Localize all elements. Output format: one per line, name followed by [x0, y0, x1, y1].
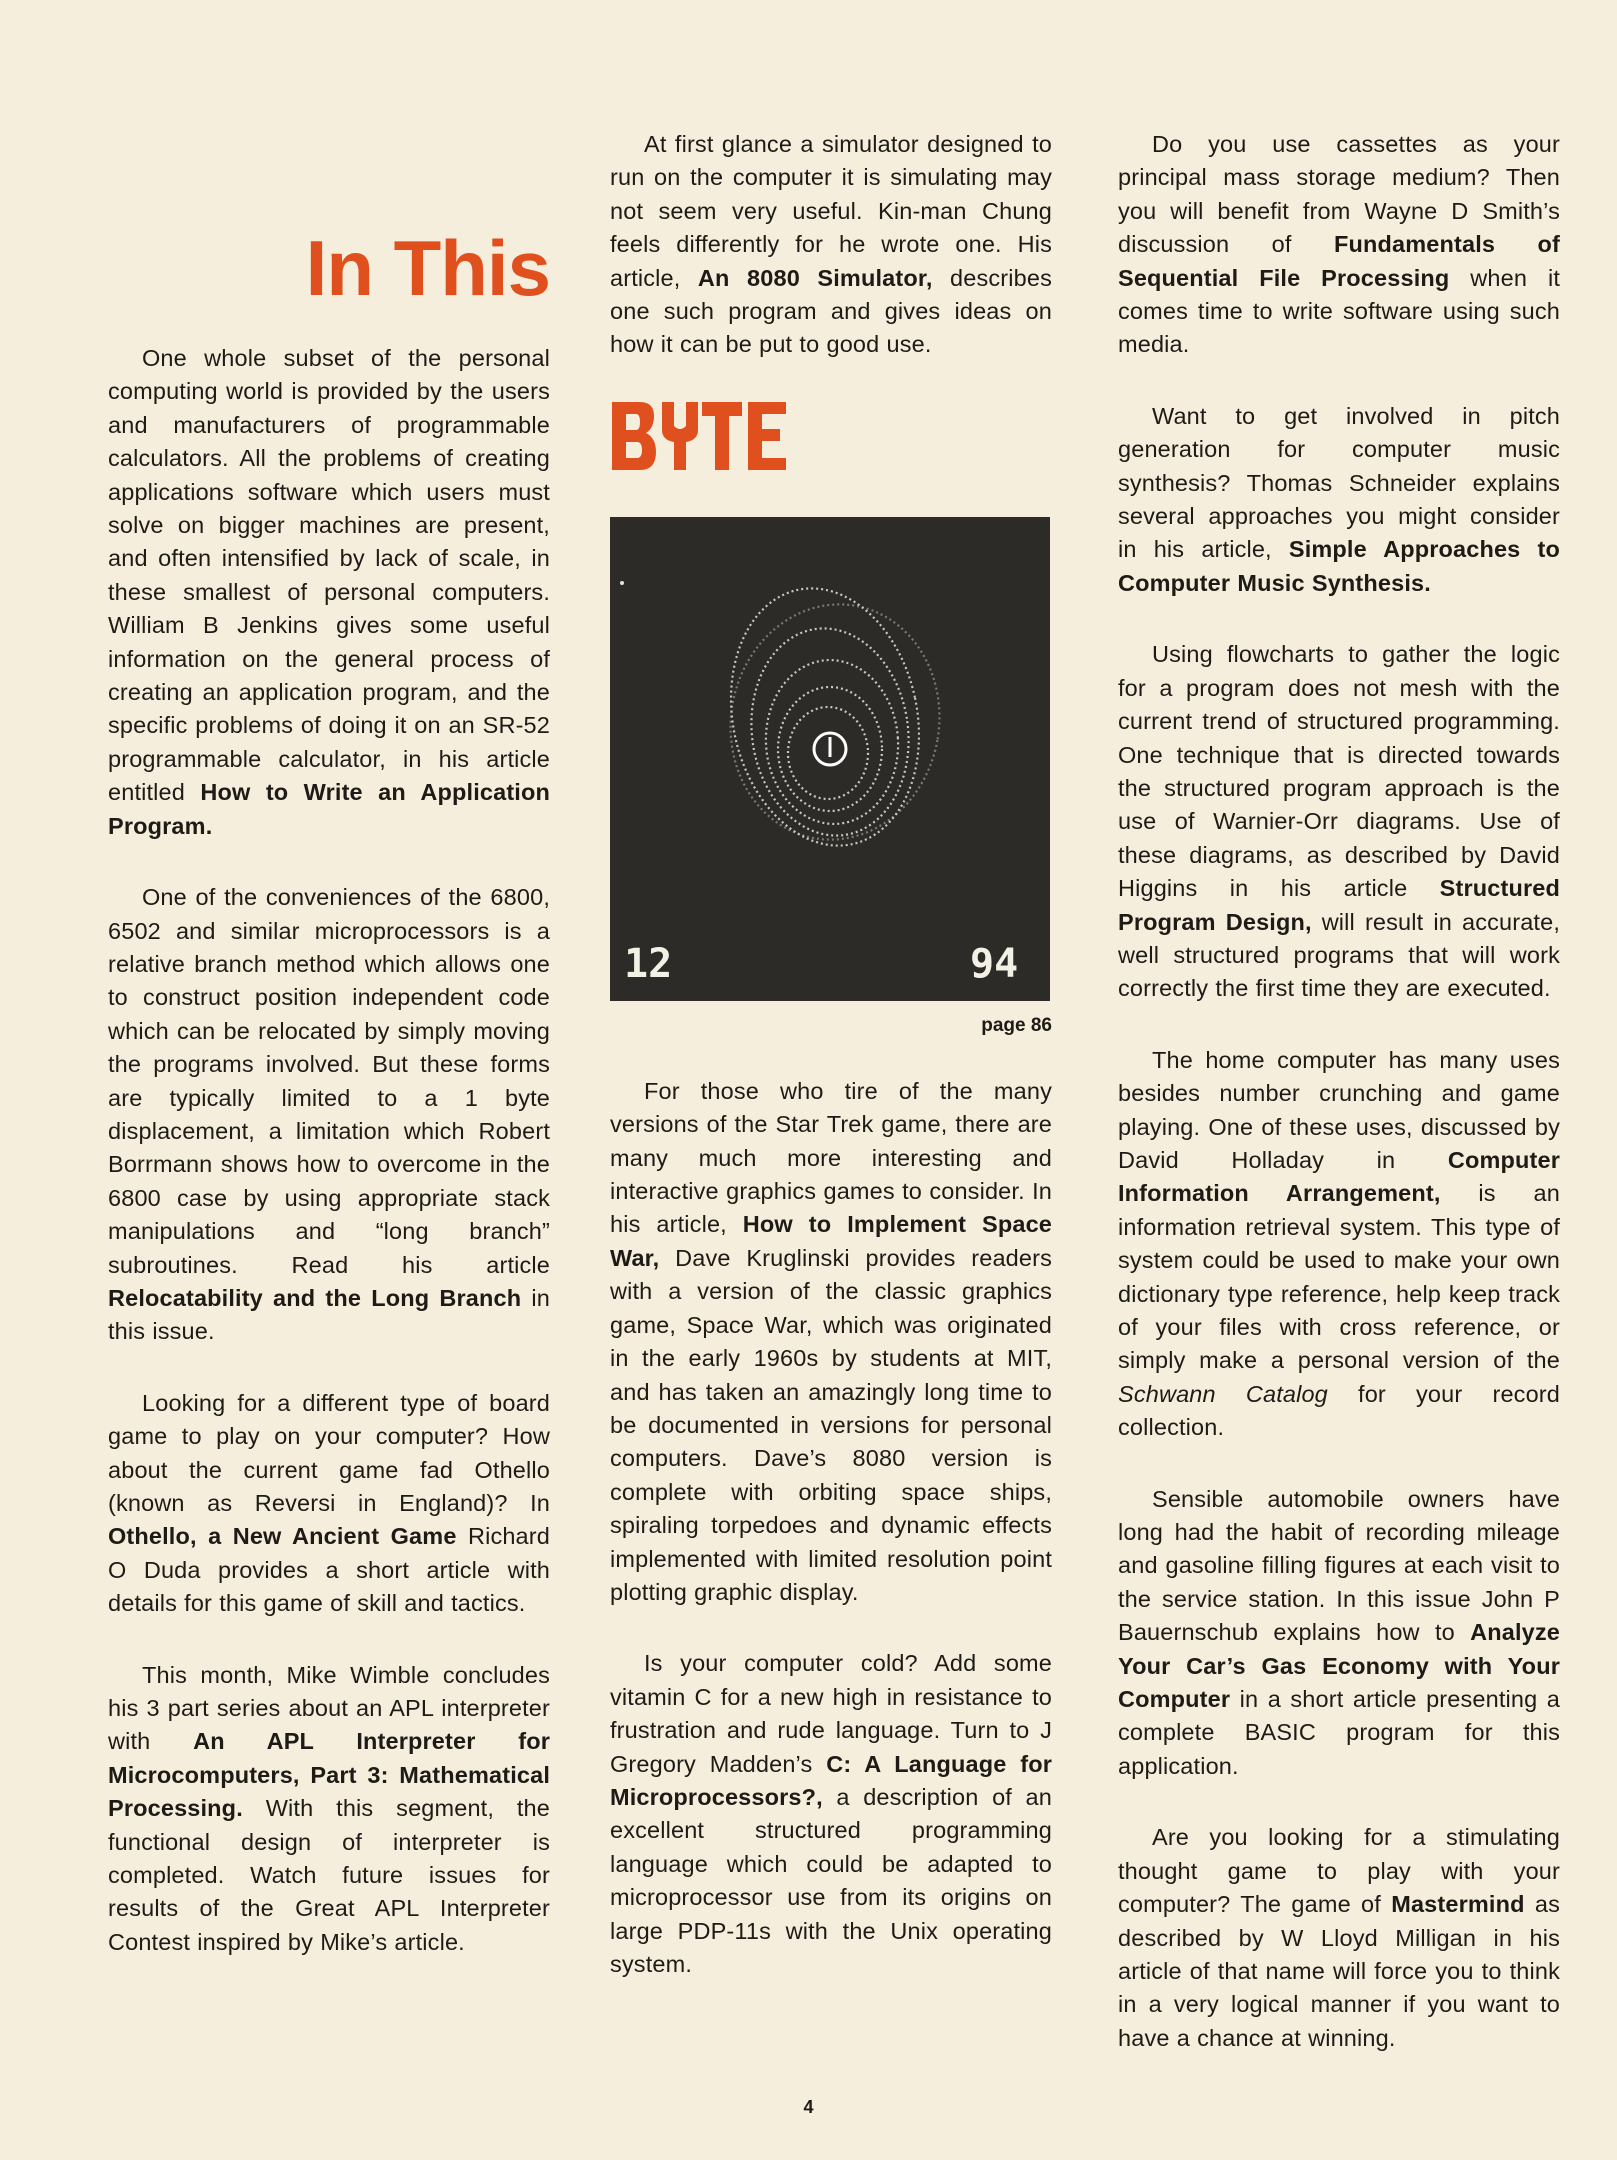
body-text: Want to get involved in pitch generation for computer music synthesis? Thomas Schneider explains several approaches you might consider in his article, [1118, 402, 1560, 563]
article-title: Analyze Your Car’s Gas Economy with Your Computer [1118, 1619, 1560, 1713]
body-text: is an information retrieval system. This type of system could be used to make your own dictionary type reference, help keep track of your files with cross reference, or simply make a personal version of the [1118, 1180, 1560, 1374]
body-text: Dave Kruglinski provides readers with a version of the classic graphics game, Space War, which was originated in the early 1960s by students at MIT, and has taken an amazingly long time to be documented in versions for personal computers. Dave’s 8080 version is complete with orbiting space ships, spiraling torpedoes and dynamic effects implemented with limited resolution point plotting graphic display. [610, 1244, 1052, 1605]
article-title: Mastermind [1391, 1891, 1525, 1918]
article-blurb-gas-economy [1118, 1483, 1560, 1784]
article-title: Computer Information Arrangement, [1118, 1146, 1560, 1207]
body-text: The home computer has many uses besides number crunching and game playing. One of these uses, discussed by David Holladay in [1118, 1046, 1560, 1173]
column-3 [1118, 128, 1560, 2093]
body-text: in a short article presenting a complete BASIC program for this application. [1118, 1686, 1560, 1779]
body-text: One whole subset of the personal computing world is provided by the users and manufacturers of programmable calculators. All the problems of creating applications software which users must solve on bigger machines are present, and often intensified by lack of scale, in these smallest of personal computers. William B Jenkins gives some useful information on the general process of creating an application program, and the specific problems of doing it on an SR-52 programmable calculator, in his article entitled [108, 345, 550, 806]
article-blurb-sequential-files [1118, 128, 1560, 362]
space-war-photo [610, 517, 1050, 1001]
article-blurb-structured-design [1118, 638, 1560, 1005]
body-text: Sensible automobile owners have long had the habit of recording mileage and gasoline filling figures at each visit to the service station. In this issue John P Bauernschub explains how to [1118, 1485, 1560, 1646]
article-title: An 8080 Simulator, [697, 264, 933, 291]
article-blurb-8080-simulator [610, 128, 1052, 362]
italic-title: Schwann Catalog [1118, 1380, 1328, 1407]
article-title: Relocatability and the Long Branch [108, 1284, 522, 1311]
article-title: Structured Program Design, [1118, 875, 1560, 935]
body-text: With this segment, the functional design of interpreter is completed. Watch future issues for results of the Great APL Interpreter Contest inspired by Mike’s article. [108, 1795, 550, 1955]
article-blurb-information-arrangement [1118, 1044, 1560, 1445]
article-blurb-music-synthesis [1118, 400, 1560, 600]
article-title: How to Write an Application Program. [108, 779, 550, 839]
body-text: Using flowcharts to gather the logic for a program does not mesh with the current trend of structured programming. One technique that is directed towards the structured program approach is the use of Warnier-Orr diagrams. Use of these diagrams, as described by David Higgins in his article [1118, 641, 1560, 902]
article-blurb-apl-interpreter [108, 1659, 550, 1960]
body-text: Richard O Duda provides a short article with details for this game of skill and tactics. [108, 1523, 550, 1617]
body-text: when it comes time to write software using such media. [1118, 264, 1560, 358]
body-text: for your record collection. [1118, 1380, 1560, 1441]
page-number: 4 [803, 2097, 814, 2117]
article-blurb-application-program [108, 342, 550, 843]
body-text: Do you use cassettes as your principal mass storage medium? Then you will benefit from Wayne D Smith’s discussion of [1118, 131, 1560, 258]
article-title: An APL Interpreter for Microcomputers, Part 3: Mathematical Processing. [108, 1728, 550, 1822]
score-left: 12 [624, 940, 673, 987]
body-text: in this issue. [108, 1284, 550, 1345]
headline: In This [305, 224, 550, 312]
photo-caption: page 86 [981, 1014, 1052, 1036]
column-1 [108, 128, 550, 1997]
space-war-screen [610, 517, 1050, 1001]
body-text: At first glance a simulator designed to run on the computer it is simulating may not seem very useful. Kin-man Chung feels differently for he wrote one. His article, [610, 131, 1052, 291]
article-title: C: A Language for Microprocessors?, [610, 1750, 1053, 1810]
article-title: Fundamentals of Sequential File Processing [1118, 231, 1560, 291]
article-title: How to Implement Space War, [610, 1211, 1053, 1271]
body-text: For those who tire of the many versions of the Star Trek game, there are many much more interesting and interactive graphics games to consider. In his article, [610, 1077, 1052, 1238]
article-blurb-relocatability [108, 881, 550, 1349]
body-text: will result in accurate, well structured programs that will work correctly the first time they are executed. [1118, 908, 1560, 1002]
byte-logo [610, 400, 1052, 472]
article-title: Othello, a New Ancient Game [108, 1523, 457, 1550]
body-text: describes one such program and gives ideas on how it can be put to good use. [610, 264, 1052, 358]
column-2 [610, 128, 1052, 2019]
byte-logo-graphic [610, 400, 820, 472]
article-blurb-c-language [610, 1647, 1052, 1981]
article-title: Simple Approaches to Computer Music Synthesis. [1118, 536, 1560, 596]
article-blurb-mastermind [1118, 1821, 1560, 2055]
article-blurb-space-war [610, 1075, 1052, 1610]
body-text: One of the conveniences of the 6800, 6502 and similar microprocessors is a relative branch method which allows one to construct position independent code which can be relocated by simply moving the programs involved. But these forms are typically limited to a 1 byte displacement, a limitation which Robert Borrmann shows how to overcome in the 6800 case by using appropriate stack manipulations and “long branch” subroutines. Read his article [108, 884, 550, 1278]
body-text: Is your computer cold? Add some vitamin C for a new high in resistance to frustration and rude language. Turn to J Gregory Madden’s [610, 1650, 1052, 1777]
body-text: Are you looking for a stimulating thought game to play with your computer? The game of [1118, 1824, 1560, 1918]
article-blurb-othello [108, 1387, 550, 1621]
score-right: 94 [970, 940, 1019, 987]
body-text: This month, Mike Wimble concludes his 3 part series about an APL interpreter with [108, 1661, 550, 1755]
body-text: a description of an excellent structured programming language which could be adapted to microprocessor use from its origins on large PDP-11s with the Unix operating system. [610, 1783, 1052, 1977]
body-text: as described by W Lloyd Milligan in his article of that name will force you to think in a very logical manner if you want to have a chance at winning. [1118, 1891, 1560, 2051]
body-text: Looking for a different type of board game to play on your computer? How about the current game fad Othello (known as Reversi in England)? In [108, 1389, 550, 1516]
